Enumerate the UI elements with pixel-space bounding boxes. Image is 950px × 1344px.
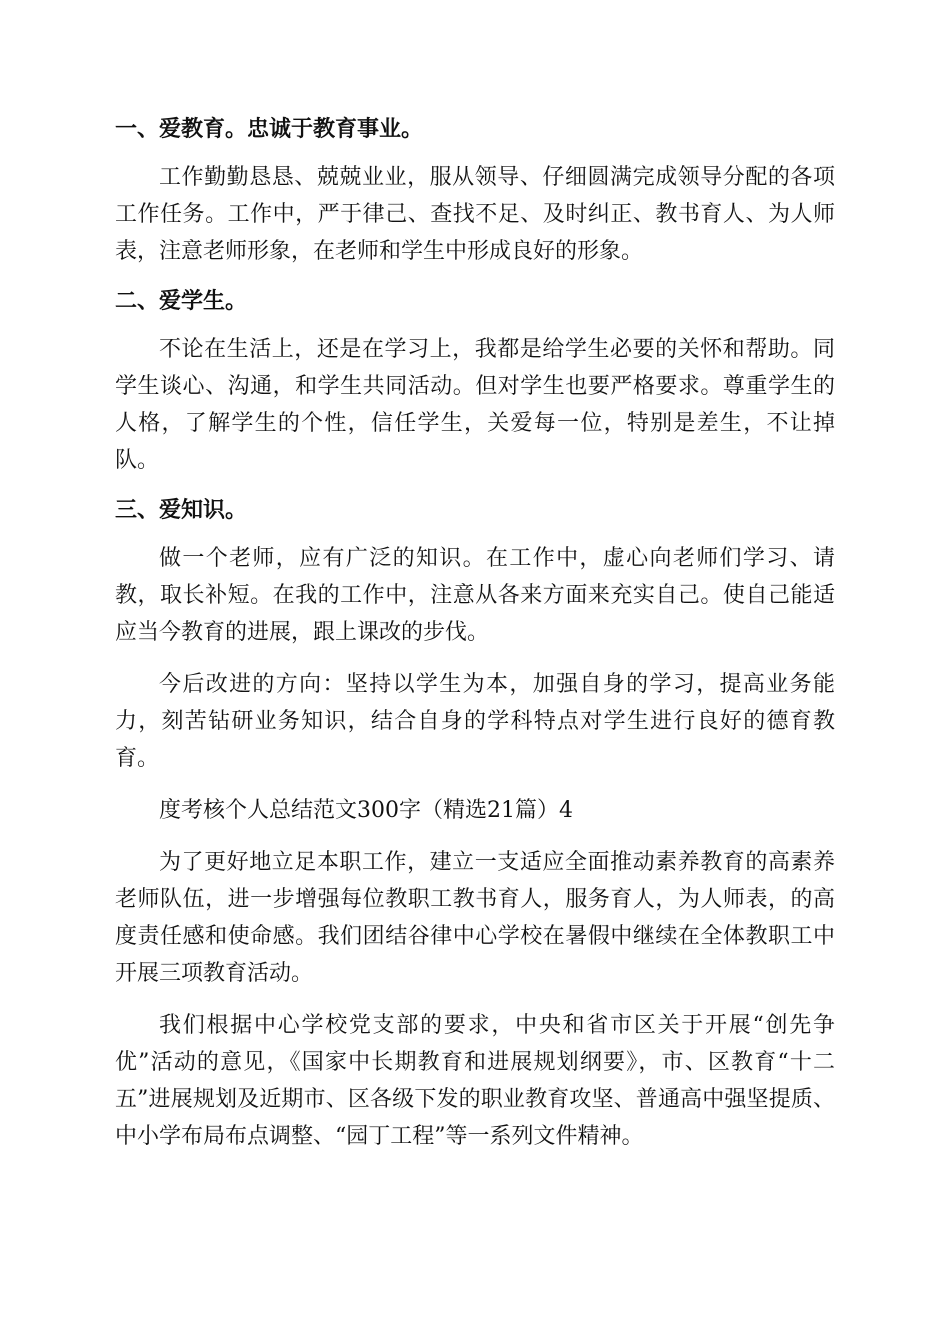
section-heading-1: 一、爱教育。忠诚于教育事业。 <box>115 116 424 142</box>
section-2-paragraph-1: 不论在生活上，还是在学习上，我都是给学生必要的关怀和帮助。同学生谈心、沟通，和学生共同活动。但对学生也要严格要求。尊重学生的人格，了解学生的个性，信任学生，关爱每一位，特别是差生，不让掉队。 <box>115 337 835 473</box>
section-3-paragraph-1: 做一个老师，应有广泛的知识。在工作中，虚心向老师们学习、请教，取长补短。在我的工作中，注意从各来方面来充实自己。使自己能适应当今教育的进展，跟上课改的步伐。 <box>115 546 835 645</box>
section-heading-2: 二、爱学生。 <box>115 288 248 314</box>
section-heading-3: 三、爱知识。 <box>115 497 248 523</box>
closing-paragraph-1: 为了更好地立足本职工作，建立一支适应全面推动素养教育的高素养老师队伍，进一步增强每位教职工教书育人，服务育人，为人师表，的高度责任感和使命感。我们团结谷律中心学校在暑假中继续在全体教职工中开展三项教育活动。 <box>115 850 835 986</box>
section-3-paragraph-2: 今后改进的方向：坚持以学生为本，加强自身的学习，提高业务能力，刻苦钻研业务知识，结合自身的学科特点对学生进行良好的德育教育。 <box>115 672 835 771</box>
document-page <box>115 113 835 1170</box>
closing-paragraph-2: 我们根据中心学校党支部的要求，中央和省市区关于开展“创先争优”活动的意见，《国家中长期教育和进展规划纲要》，市、区教育“十二五”进展规划及近期市、区各级下发的职业教育攻坚、普通高中强坚提质、中小学布局布点调整、“园丁工程”等一系列文件精神。 <box>115 1013 835 1149</box>
section-1-paragraph-1: 工作勤勤恳恳、兢兢业业，服从领导、仔细圆满完成领导分配的各项工作任务。工作中，严于律己、查找不足、及时纠正、教书育人、为人师表，注意老师形象，在老师和学生中形成良好的形象。 <box>115 165 835 264</box>
document-subtitle: 度考核个人总结范文300字（精选21篇）4 <box>159 798 573 823</box>
